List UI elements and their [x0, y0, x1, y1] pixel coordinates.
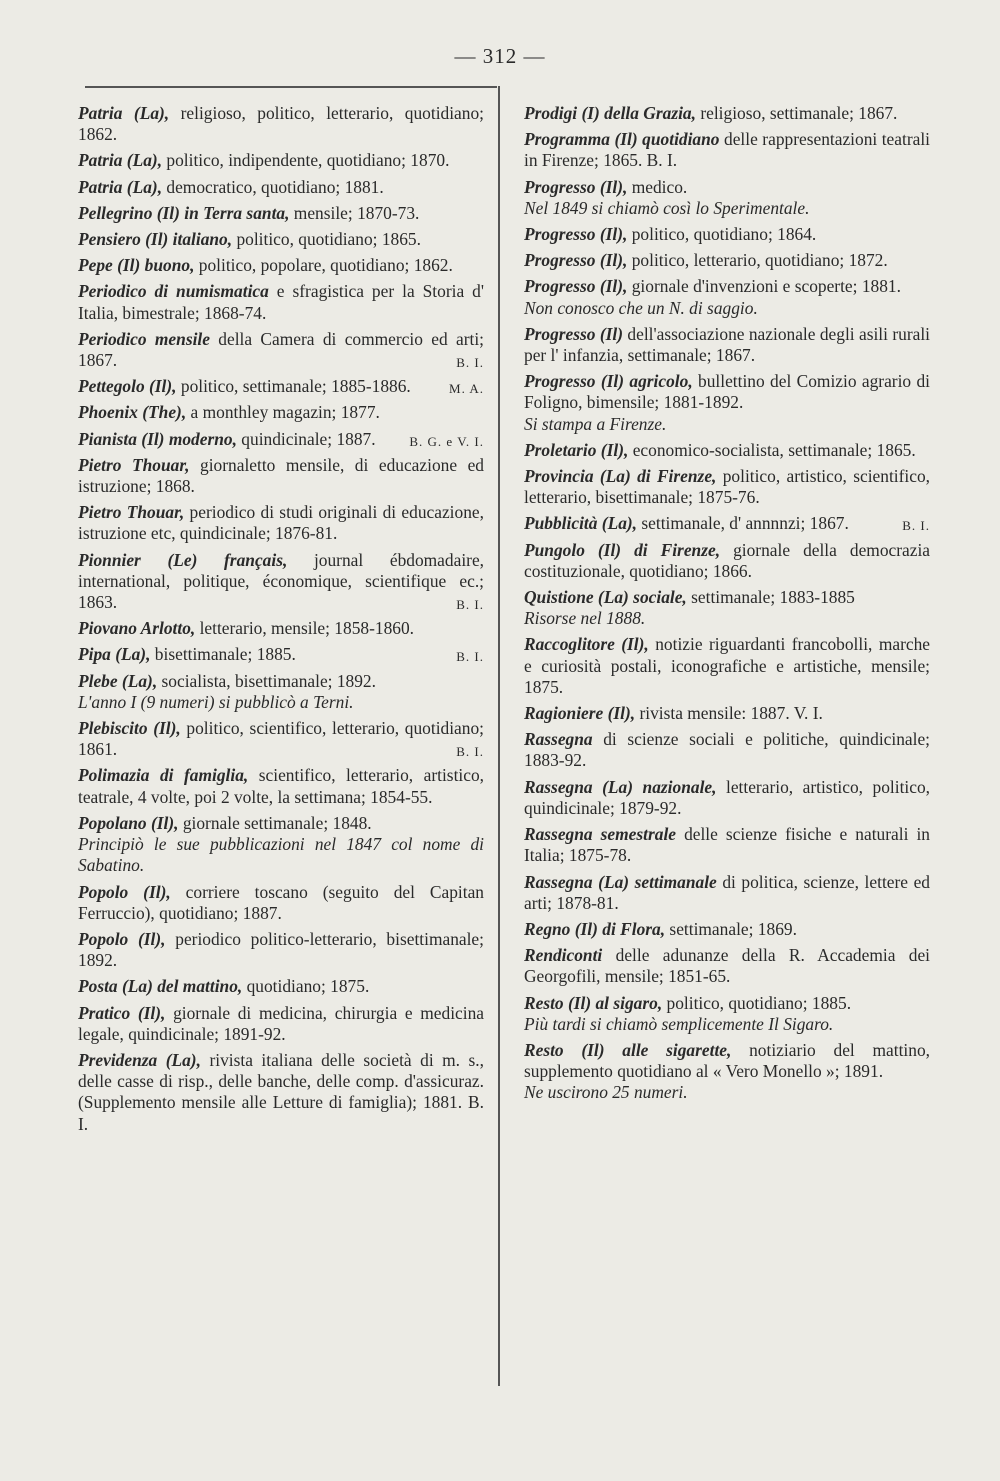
entry-description: notizie riguardanti francobolli, marche e curiosità postali, iconografiche e artistiche, mensile; 1875.: [524, 634, 930, 697]
entry-title: Periodico mensile: [78, 328, 210, 349]
entry-description: socialista, bisettimanale; 1892.: [157, 670, 376, 691]
bibliography-entry: [78, 150, 484, 171]
entry-description: politico, quotidiano; 1885.: [662, 992, 852, 1013]
bibliography-entry: [78, 203, 484, 224]
entry-title: Popolano (Il),: [78, 812, 179, 833]
entry-description: settimanale, d' annnnzi; 1867.: [637, 513, 849, 534]
entry-title: Pepe (Il) buono,: [78, 255, 195, 276]
entry-description: della Camera di commercio ed arti; 1867.: [78, 328, 484, 371]
entry-description: politico, settimanale; 1885-1886.: [176, 376, 411, 397]
entry-description: bisettimanale; 1885.: [150, 644, 296, 665]
entry-library-abbrev: B. I.: [456, 649, 484, 665]
entry-description: giornale della democrazia costituzionale, quotidiano; 1866.: [524, 539, 931, 581]
entry-note: Nel 1849 si chiamò così lo Sperimentale.: [524, 197, 810, 218]
entry-title: Phoenix (The),: [78, 402, 187, 423]
entry-title: Plebiscito (Il),: [78, 718, 181, 739]
bibliography-entry: [78, 813, 484, 877]
bibliography-entry: [524, 276, 930, 318]
entry-description: letterario, mensile; 1858-1860.: [195, 618, 415, 639]
bibliography-entry: [524, 513, 930, 534]
bibliography-entry: [524, 129, 930, 171]
entry-description: politico, quotidiano; 1865.: [232, 229, 421, 250]
bibliography-entry: [78, 882, 484, 924]
bibliography-entry: [524, 103, 930, 124]
bibliography-entry: [78, 671, 484, 713]
entry-title: Progresso (Il) agricolo,: [524, 371, 693, 392]
entry-description: politico, letterario, quotidiano; 1872.: [627, 250, 888, 271]
entry-note: Non conosco che un N. di saggio.: [524, 297, 758, 318]
entry-title: Progresso (Il),: [524, 224, 628, 245]
entry-description: politico, quotidiano; 1864.: [627, 224, 817, 245]
bibliography-entry: [78, 255, 484, 276]
entry-description: delle scienze fisiche e naturali in Italia; 1875-78.: [524, 824, 930, 866]
entry-description: journal ébdomadaire, international, politique, économique, scientifique ec.; 1863.: [78, 549, 485, 613]
bibliography-entry: [78, 618, 484, 639]
entry-description: religioso, settimanale; 1867.: [695, 103, 898, 123]
bibliography-entry: [524, 1040, 930, 1104]
entry-title: Pianista (Il) moderno,: [78, 428, 237, 449]
bibliography-entry: [78, 550, 484, 614]
entry-title: Provincia (La) di Firenze,: [524, 466, 717, 487]
entry-title: Plebe (La),: [78, 670, 158, 691]
entry-title: Polimazia di famiglia,: [78, 765, 249, 786]
entry-title: Rassegna (La) nazionale,: [524, 776, 717, 797]
bibliography-entry: [78, 455, 484, 497]
entry-description: notiziario del mattino, supplemento quotidiano al « Vero Monello »; 1891.: [524, 1039, 930, 1082]
bibliography-entry: [524, 440, 930, 461]
bibliography-entry: [524, 250, 930, 271]
entry-description: giornale d'invenzioni e scoperte; 1881.: [627, 276, 901, 297]
entry-title: Regno (Il) di Flora,: [524, 918, 666, 939]
header-rule: [85, 86, 497, 88]
bibliography-entry: [78, 229, 484, 250]
bibliography-entry: [524, 777, 930, 819]
entry-description: corriere toscano (seguito del Capitan Ferruccio), quotidiano; 1887.: [78, 881, 484, 923]
bibliography-entry: [524, 634, 930, 698]
bibliography-entry: [524, 945, 930, 987]
bibliography-entry: [524, 919, 930, 940]
bibliography-entry: [524, 224, 930, 245]
entry-description: quindicinale; 1887.: [236, 428, 376, 449]
entry-title: Popolo (Il),: [78, 928, 166, 949]
entry-library-abbrev: B. I.: [456, 597, 484, 613]
bibliography-entry: [78, 1050, 484, 1135]
entry-description: rivista mensile: 1887. V. I.: [635, 703, 823, 724]
entry-title: Pubblicità (La),: [524, 513, 638, 534]
entry-note: Ne uscirono 25 numeri.: [524, 1082, 688, 1103]
entry-description: giornaletto mensile, di educazione ed istruzione; 1868.: [78, 454, 484, 497]
bibliography-entry: [78, 1003, 484, 1045]
bibliography-entry: [78, 718, 484, 760]
entry-description: scientifico, letterario, artistico, teatrale, 4 volte, poi 2 volte, la settimana; 1854-55.: [78, 765, 484, 807]
entry-description: economico-socialista, settimanale; 1865.: [628, 439, 916, 460]
entry-description: delle adunanze della R. Accademia dei Georgofili, mensile; 1851-65.: [524, 945, 930, 987]
entry-title: Pensiero (Il) italiano,: [78, 229, 233, 250]
bibliography-entry: [524, 540, 930, 582]
entry-description: a monthley magazin; 1877.: [186, 402, 380, 423]
entry-title: Rassegna semestrale: [524, 824, 677, 845]
entry-title: Progresso (Il),: [524, 276, 628, 297]
entry-description: delle rappresentazioni teatrali in Firenze; 1865. B. I.: [524, 129, 930, 171]
page-number: — 312 —: [454, 44, 546, 68]
entry-title: Progresso (Il),: [524, 176, 628, 197]
entry-library-abbrev: B. I.: [456, 744, 484, 760]
entry-description: giornale di medicina, chirurgia e medicina legale, quindicinale; 1891-92.: [78, 1002, 485, 1044]
bibliography-entry: [524, 587, 930, 629]
bibliography-entry: [524, 324, 930, 366]
entry-description: democratico, quotidiano; 1881.: [162, 176, 384, 197]
entry-title: Pellegrino (Il) in Terra santa,: [78, 202, 290, 223]
bibliography-entry: [524, 371, 930, 435]
entry-title: Programma (Il) quotidiano: [524, 129, 720, 150]
entry-note: Si stampa a Firenze.: [524, 413, 667, 434]
bibliography-entry: [78, 103, 484, 145]
entry-title: Quistione (La) sociale,: [524, 587, 687, 608]
bibliography-entry: [78, 177, 484, 198]
bibliography-entry: [524, 872, 930, 914]
entry-description: politico, artistico, scientifico, letterario, bisettimanale; 1875-76.: [524, 466, 930, 508]
entry-note: L'anno I (9 numeri) si pubblicò a Terni.: [78, 691, 354, 712]
bibliography-entry: [78, 402, 484, 423]
entry-title: Posta (La) del mattino,: [78, 976, 243, 997]
entry-title: Patria (La),: [78, 103, 170, 123]
bibliography-entry: [524, 703, 930, 724]
bibliography-entry: [78, 929, 484, 971]
entry-description: quotidiano; 1875.: [242, 976, 370, 997]
entry-description: religioso, politico, letterario, quotidiano; 1862.: [78, 103, 484, 145]
entry-title: Raccoglitore (Il),: [524, 634, 649, 655]
entry-title: Proletario (Il),: [524, 439, 629, 460]
bibliography-entry: [78, 976, 484, 997]
bibliography-entry: [524, 177, 930, 219]
bibliography-entry: [78, 429, 484, 450]
entry-title: Pietro Thouar,: [78, 454, 190, 475]
entry-title: Popolo (Il),: [78, 881, 171, 902]
entry-description: mensile; 1870-73.: [289, 202, 420, 223]
entry-title: Patria (La),: [78, 176, 163, 197]
entry-note: Risorse nel 1888.: [524, 608, 646, 629]
bibliography-entry: [78, 502, 484, 544]
entry-title: Patria (La),: [78, 150, 163, 171]
entry-library-abbrev: B. I.: [456, 355, 484, 371]
entry-description: rivista italiana delle società di m. s., delle casse di risp., delle banche, delle comp. d'assicuraz. (Supplemento mensile alle Letture di famiglia); 1881. B. I.: [78, 1049, 484, 1134]
entry-title: Progresso (Il): [524, 323, 624, 344]
entry-description: dell'associazione nazionale degli asili rurali per l' infanzia, settimanale; 1867.: [524, 323, 930, 366]
bibliography-entry: [78, 376, 484, 397]
bibliography-entry: [78, 644, 484, 665]
entry-title: Pungolo (Il) di Firenze,: [524, 539, 721, 560]
entry-title: Pipa (La),: [78, 644, 151, 665]
entry-title: Resto (Il) alle sigarette,: [524, 1039, 732, 1060]
entry-description: periodico di studi originali di educazione, istruzione etc, quindicinale; 1876-81.: [78, 502, 484, 544]
entry-library-abbrev: B. I.: [902, 518, 930, 534]
entry-description: bullettino del Comizio agrario di Foligno, bimensile; 1881-1892.: [524, 371, 931, 413]
entry-description: settimanale; 1883-1885: [686, 587, 855, 608]
entry-note: Più tardi si chiamò semplicemente Il Sigaro.: [524, 1013, 834, 1034]
entry-title: Periodico di numismatica: [78, 281, 269, 302]
entry-title: Rendiconti: [524, 945, 603, 966]
entry-library-abbrev: M. A.: [449, 381, 484, 397]
entry-description: giornale settimanale; 1848.: [178, 812, 372, 833]
entry-description: di politica, scienze, lettere ed arti; 1878-81.: [524, 871, 930, 913]
bibliography-entry: [524, 824, 930, 866]
entry-description: periodico politico-letterario, bisettimanale; 1892.: [78, 928, 484, 971]
bibliography-entry: [78, 281, 484, 323]
entry-description: medico.: [627, 176, 688, 197]
entry-title: Pratico (Il),: [78, 1002, 166, 1023]
entry-description: politico, indipendente, quotidiano; 1870.: [162, 150, 450, 171]
entry-description: letterario, artistico, politico, quindicinale; 1879-92.: [524, 776, 930, 818]
bibliography-entry: [524, 466, 930, 508]
left-column: [78, 103, 484, 1140]
column-divider: [498, 86, 500, 1386]
entry-description: politico, popolare, quotidiano; 1862.: [194, 255, 453, 276]
bibliography-entry: [524, 993, 930, 1035]
entry-description: politico, scientifico, letterario, quotidiano; 1861.: [78, 718, 484, 760]
entry-title: Progresso (Il),: [524, 250, 628, 271]
entry-description: e sfragistica per la Storia d' Italia, bimestrale; 1868-74.: [78, 281, 484, 323]
entry-title: Previdenza (La),: [78, 1049, 201, 1070]
entry-title: Rassegna (La) settimanale: [524, 871, 717, 892]
entry-title: Rassegna: [524, 729, 593, 750]
entry-library-abbrev: B. G. e V. I.: [409, 433, 484, 449]
right-column: [524, 103, 930, 1109]
entry-note: Principiò le sue pubblicazioni nel 1847 col nome di Sabatino.: [78, 834, 484, 876]
entry-title: Resto (Il) al sigaro,: [524, 992, 663, 1013]
entry-title: Piovano Arlotto,: [78, 618, 196, 639]
bibliography-entry: [78, 329, 484, 371]
entry-description: settimanale; 1869.: [665, 918, 797, 939]
bibliography-entry: [78, 765, 484, 807]
entry-title: Pettegolo (Il),: [78, 376, 177, 397]
bibliography-entry: [524, 729, 930, 771]
entry-title: Pietro Thouar,: [78, 502, 185, 523]
entry-title: Ragioniere (Il),: [524, 703, 636, 724]
entry-title: Pionnier (Le) français,: [78, 549, 288, 570]
entry-description: di scienze sociali e politiche, quindicinale; 1883-92.: [524, 729, 930, 771]
entry-title: Prodigi (I) della Grazia,: [524, 103, 696, 123]
